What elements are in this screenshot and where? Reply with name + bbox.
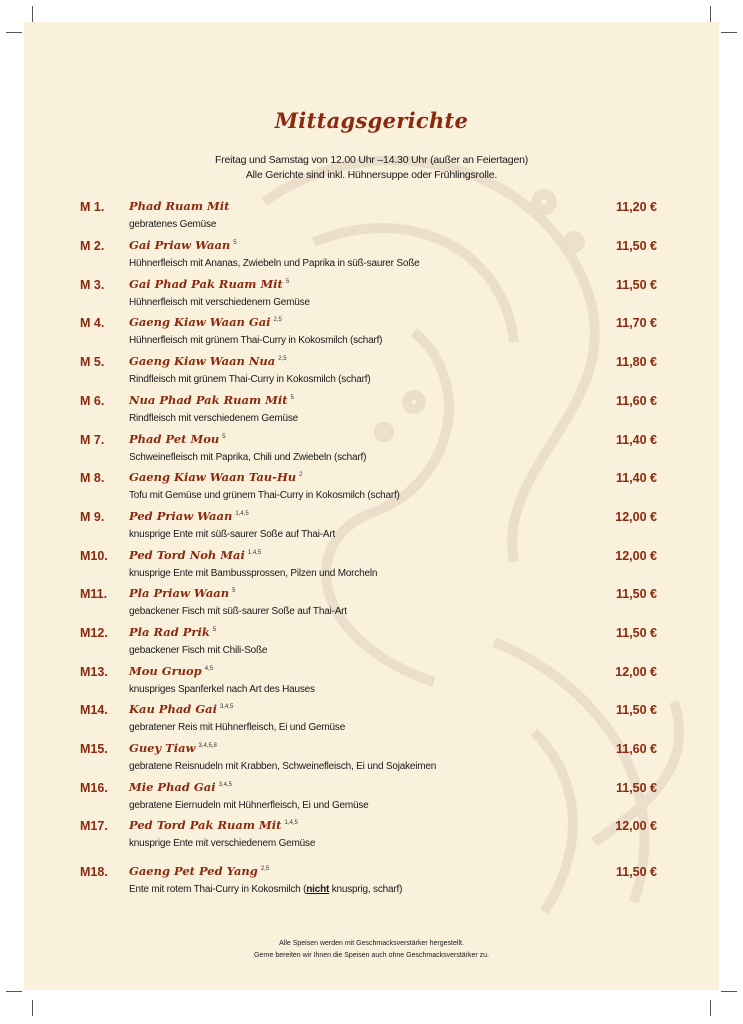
menu-item: [24, 316, 719, 352]
menu-item-name-text: Gaeng Kiaw Waan Nua: [129, 354, 276, 368]
menu-item-price: 11,50 €: [615, 278, 657, 292]
menu-item-name: [129, 315, 282, 329]
menu-item-name: [129, 586, 235, 600]
menu-item-description: gebackener Fisch mit Chili-Soße: [129, 645, 268, 656]
menu-item-description: knusprige Ente mit süß-saurer Soße auf Thai-Art: [129, 529, 336, 540]
menu-item-description: gebackener Fisch mit süß-saurer Soße auf Thai-Art: [129, 606, 347, 617]
menu-item-description: gebratene Eiernudeln mit Hühnerfleisch, Ei und Gemüse: [129, 800, 369, 811]
menu-item-allergen-codes: 4,5: [204, 666, 214, 673]
menu-item-code: M 1.: [80, 200, 105, 214]
menu-item-code: M12.: [80, 626, 108, 640]
menu-item-allergen-codes: 5: [232, 588, 236, 595]
menu-item-price: 11,80 €: [615, 355, 657, 369]
crop-mark: [710, 6, 711, 22]
menu-item-name: [129, 393, 294, 407]
menu-item-name: [129, 664, 213, 678]
menu-item-description: Hühnerfleisch mit grünem Thai-Curry in Kokosmilch (scharf): [129, 335, 383, 346]
crop-mark: [721, 32, 737, 33]
menu-item-name: [129, 238, 237, 252]
crop-mark: [32, 6, 33, 22]
menu-item-code: M 3.: [80, 278, 105, 292]
menu-item-name-text: Pla Rad Prik: [129, 625, 210, 639]
menu-item-price: 12,00 €: [615, 665, 657, 679]
crop-mark: [6, 32, 22, 33]
crop-mark: [721, 991, 737, 992]
menu-item-code: M 5.: [80, 355, 105, 369]
menu-item-name: [129, 548, 261, 562]
menu-item-description: Hühnerfleisch mit verschiedenem Gemüse: [129, 297, 310, 308]
menu-item-allergen-codes: 3,4,5: [219, 704, 234, 711]
menu-item: [24, 510, 719, 546]
menu-item-price: 12,00 €: [615, 549, 657, 563]
menu-item-name-text: Ped Tord Pak Ruam Mit: [129, 818, 282, 832]
menu-item-name: [129, 432, 226, 446]
menu-item-name-text: Guey Tiaw: [129, 741, 196, 755]
menu-item-description: knusprige Ente mit Bambussprossen, Pilzen und Morcheln: [129, 568, 378, 579]
page-title: Mittagsgerichte: [274, 108, 469, 133]
menu-item-code: M15.: [80, 742, 108, 756]
menu-item-allergen-codes: 1,4,5: [235, 511, 249, 518]
intro-line-hours: Freitag und Samstag von 12.00 Uhr –14.30 Uhr (außer an Feiertagen): [214, 154, 529, 166]
menu-item-code: M11.: [80, 587, 108, 601]
menu-item-name-text: Phad Ruam Mit: [129, 199, 230, 213]
menu-item-price: 12,00 €: [615, 819, 657, 833]
menu-item-price: 11,50 €: [615, 587, 657, 601]
menu-item-name: [129, 470, 303, 484]
menu-item-name-text: Mou Gruop: [129, 664, 202, 678]
menu-item-price: 11,40 €: [615, 433, 657, 447]
menu-item-description: knusprige Ente mit verschiedenem Gemüse: [129, 838, 316, 849]
menu-item-code: M 4.: [80, 316, 105, 330]
menu-item-allergen-codes: 2,5: [273, 317, 282, 324]
menu-item-name: [129, 864, 269, 878]
menu-item-description: Rindfleisch mit grünem Thai-Curry in Kokosmilch (scharf): [129, 374, 371, 385]
menu-item-name-text: Gai Phad Pak Ruam Mit: [129, 277, 283, 291]
menu-item-name-text: Ped Priaw Waan: [129, 509, 233, 523]
menu-item-name: [129, 702, 233, 716]
menu-item-allergen-codes: 5: [285, 279, 290, 286]
menu-item-name-text: Phad Pet Mou: [129, 432, 220, 446]
menu-item-allergen-codes: 1,4,5: [284, 820, 298, 827]
menu-item-name: [129, 780, 232, 794]
menu-item: [24, 665, 719, 701]
menu-item-allergen-codes: 3,4,5: [218, 782, 232, 789]
menu-item-description: gebratenes Gemüse: [129, 219, 217, 230]
menu-item-description: Hühnerfleisch mit Ananas, Zwiebeln und Paprika in süß-saurer Soße: [129, 258, 420, 269]
menu-item-code: M 7.: [80, 433, 105, 447]
menu-item: [24, 865, 719, 901]
menu-item-description: Tofu mit Gemüse und grünem Thai-Curry in Kokosmilch (scharf): [129, 490, 400, 501]
menu-item-allergen-codes: 5: [290, 395, 294, 402]
menu-item-price: 11,60 €: [615, 742, 657, 756]
menu-item-name-text: Gaeng Kiaw Waan Gai: [129, 315, 271, 329]
menu-item-name: [129, 741, 217, 755]
menu-item: [24, 819, 719, 855]
menu-item: [24, 471, 719, 507]
menu-item: [24, 200, 719, 236]
menu-item-code: M18.: [80, 865, 108, 879]
menu-item-description: gebratene Reisnudeln mit Krabben, Schweinefleisch, Ei und Sojakeimen: [129, 761, 437, 772]
menu-item-allergen-codes: 3,4,5,8: [198, 743, 217, 750]
menu-item-name-text: Pla Priaw Waan: [129, 586, 230, 600]
menu-item-price: 11,20 €: [615, 200, 657, 214]
menu-item-allergen-codes: 1,4,5: [247, 550, 262, 557]
menu-item: [24, 703, 719, 739]
menu-item-description: gebratener Reis mit Hühnerfleisch, Ei und Gemüse: [129, 722, 346, 733]
menu-item-allergen-codes: 5: [233, 240, 237, 247]
footer-note-flavor-enhancer: Alle Speisen werden mit Geschmacksverstärker hergestellt.: [279, 940, 464, 947]
menu-item: [24, 239, 719, 275]
menu-item-description: Schweinefleisch mit Paprika, Chili und Zwiebeln (scharf): [129, 452, 367, 463]
menu-item-code: M17.: [80, 819, 108, 833]
menu-item-description: [129, 884, 402, 895]
intro-line-included: Alle Gerichte sind inkl. Hühnersuppe oder Frühlingsrolle.: [245, 169, 498, 181]
menu-item-description: Rindfleisch mit verschiedenem Gemüse: [129, 413, 298, 424]
menu-item-allergen-codes: 5: [222, 434, 226, 441]
menu-item-name-text: Gaeng Pet Ped Yang: [129, 864, 258, 878]
menu-item-price: 11,50 €: [615, 626, 657, 640]
menu-item-code: M16.: [80, 781, 108, 795]
menu-item-name-text: Kau Phad Gai: [129, 702, 217, 716]
menu-item-code: M 6.: [80, 394, 105, 408]
menu-item-code: M10.: [80, 549, 108, 563]
menu-item-allergen-codes: 5: [212, 627, 217, 634]
crop-mark: [6, 991, 22, 992]
menu-item-name-text: Nua Phad Pak Ruam Mit: [129, 393, 288, 407]
menu-item: [24, 355, 719, 391]
menu-item: [24, 587, 719, 623]
menu-item-price: 11,60 €: [615, 394, 657, 408]
menu-item-code: M 8.: [80, 471, 105, 485]
crop-mark: [32, 1000, 33, 1016]
menu-item-code: M13.: [80, 665, 108, 679]
menu-item: [24, 394, 719, 430]
menu-item-code: M 2.: [80, 239, 105, 253]
menu-item: [24, 278, 719, 314]
menu-item: [24, 549, 719, 585]
description-part: Ente mit rotem Thai-Curry in Kokosmilch (: [129, 884, 307, 895]
menu-item-name: [129, 509, 249, 523]
menu-item: [24, 433, 719, 469]
menu-item-name: [129, 199, 229, 213]
menu-page: [24, 22, 719, 990]
menu-item-price: 11,50 €: [615, 781, 657, 795]
menu-item-name: [129, 354, 287, 368]
menu-item-name-text: Gaeng Kiaw Waan Tau-Hu: [129, 470, 297, 484]
menu-item-code: M 9.: [80, 510, 105, 524]
menu-item-price: 11,50 €: [615, 703, 657, 717]
menu-item: [24, 626, 719, 662]
menu-item-allergen-codes: 2,5: [278, 356, 287, 363]
menu-item-name: [129, 277, 289, 291]
menu-item: [24, 781, 719, 817]
menu-item-price: 11,50 €: [615, 239, 657, 253]
menu-item-description: knuspriges Spanferkel nach Art des Hauses: [129, 684, 315, 695]
menu-item-name: [129, 625, 216, 639]
menu-item-code: M14.: [80, 703, 108, 717]
description-part: knusprig, scharf): [329, 884, 403, 895]
menu-item-price: 11,50 €: [615, 865, 657, 879]
crop-mark: [710, 1000, 711, 1016]
menu-item-price: 11,40 €: [615, 471, 657, 485]
menu-item-price: 12,00 €: [615, 510, 657, 524]
menu-item-price: 11,70 €: [615, 316, 657, 330]
description-emphasis: nicht: [306, 884, 330, 895]
menu-item-name: [129, 818, 298, 832]
menu-item-name-text: Mie Phad Gai: [129, 780, 216, 794]
menu-item-allergen-codes: 2: [299, 472, 303, 479]
footer-note-without-enhancer: Gerne bereiten wir Ihnen die Speisen auch ohne Geschmacksverstärker zu.: [253, 952, 489, 959]
menu-item: [24, 742, 719, 778]
menu-item-allergen-codes: 2,5: [260, 866, 270, 873]
menu-item-name-text: Gai Priaw Waan: [129, 238, 231, 252]
menu-item-name-text: Ped Tord Noh Mai: [129, 548, 245, 562]
